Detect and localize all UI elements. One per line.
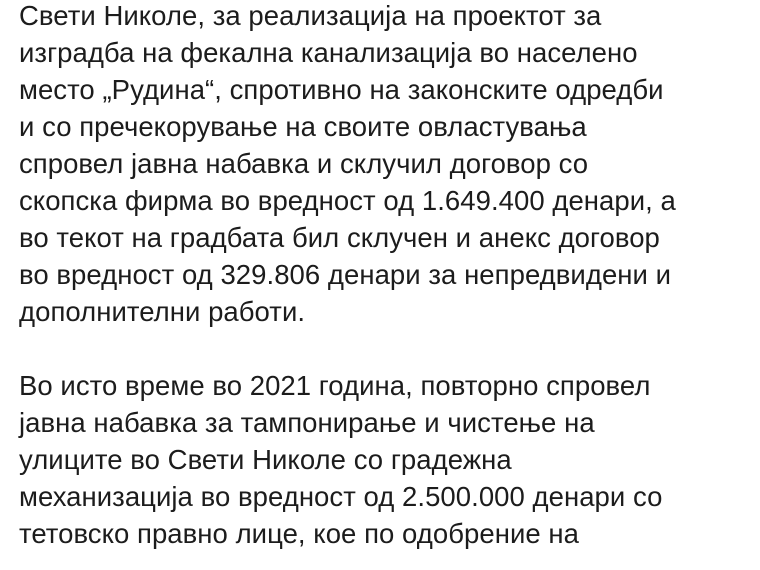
text-line: во вредност од 329.806 денари за непредвидени и [19,259,672,290]
text-line: и со пречекорување на своите овластувања [19,111,587,142]
text-line: јавна набавка за тампонирање и чистење на [19,407,595,438]
text-line: скопска фирма во вредност од 1.649.400 денари, а [19,185,676,216]
paragraph-spacer [19,330,754,367]
text-line: дополнителни работи. [19,296,306,327]
text-line: место „Рудина“, спротивно на законските одредби [19,74,664,105]
paragraph-2 [19,367,754,552]
text-line: улиците во Свети Николе со градежна [19,444,512,475]
article-body [19,0,754,552]
text-line: тетовско правно лице, кое по одобрение на [19,518,579,549]
paragraph-1 [19,0,754,330]
text-line: механизација во вредност од 2.500.000 денари со [19,481,663,512]
text-line: Во исто време во 2021 година, повторно спровел [19,370,651,401]
text-line: во текот на градбата бил склучен и анекс договор [19,222,660,253]
text-line: спровел јавна набавка и склучил договор со [19,148,589,179]
text-line: изградба на фекална канализација во населено [19,37,638,68]
text-line: Свети Николе, за реализација на проектот за [19,0,602,31]
